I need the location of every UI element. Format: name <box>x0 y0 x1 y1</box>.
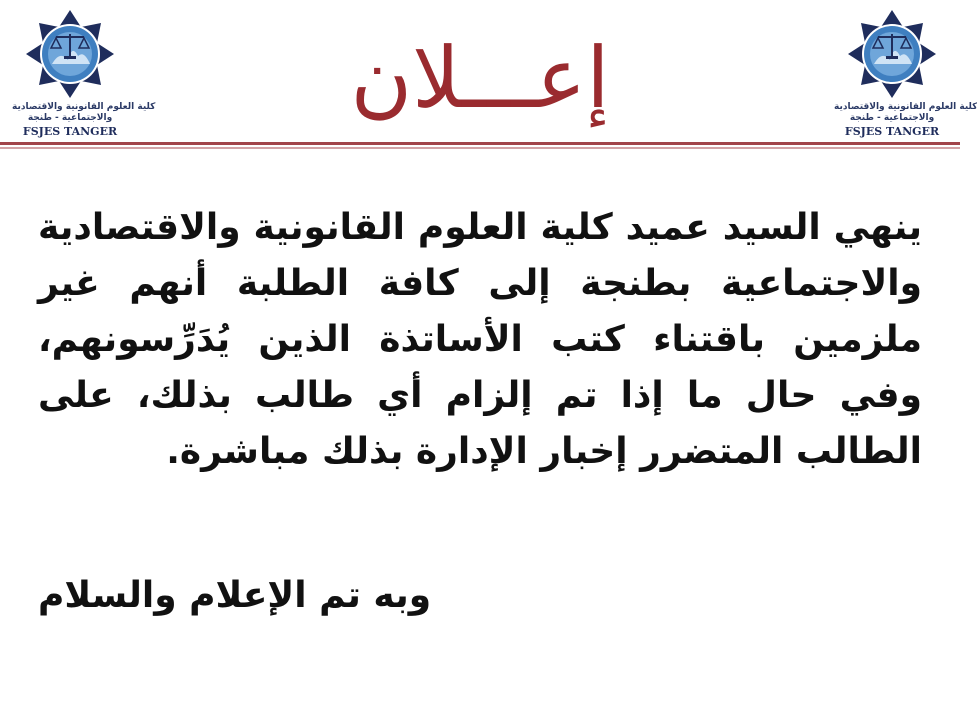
logo-faculty-city: والاجتماعية - طنجة <box>27 113 113 123</box>
page-title: إعـــلان <box>350 29 610 127</box>
logo-abbreviation: FSJES TANGER <box>844 125 940 138</box>
faculty-logo-icon <box>22 6 118 102</box>
faculty-logo-icon <box>844 6 940 102</box>
logo-faculty-name: كلية العلوم القانونية والاقتصادية <box>834 102 977 112</box>
announcement-closing: وبه تم الإعلام والسلام <box>38 575 432 616</box>
faculty-logo-right <box>834 6 977 144</box>
logo-faculty-city: والاجتماعية - طنجة <box>849 113 935 123</box>
logo-faculty-name: كلية العلوم القانونية والاقتصادية <box>12 102 156 112</box>
faculty-logo-left <box>12 6 156 144</box>
header-divider-light <box>0 147 960 149</box>
header-divider <box>0 142 960 145</box>
logo-abbreviation: FSJES TANGER <box>22 125 118 138</box>
announcement-body: ينهي السيد عميد كلية العلوم القانونية والاقتصادية والاجتماعية بطنجة إلى كافة الطلبة أنهم غير ملزمين باقتناء كتب الأساتذة الذين يُدَرِّسونهم، وفي حال ما إذا تم إلزام أي طالب بذلك، على الطالب المتضرر إخبار الإدارة بذلك مباشرة. <box>38 207 922 472</box>
